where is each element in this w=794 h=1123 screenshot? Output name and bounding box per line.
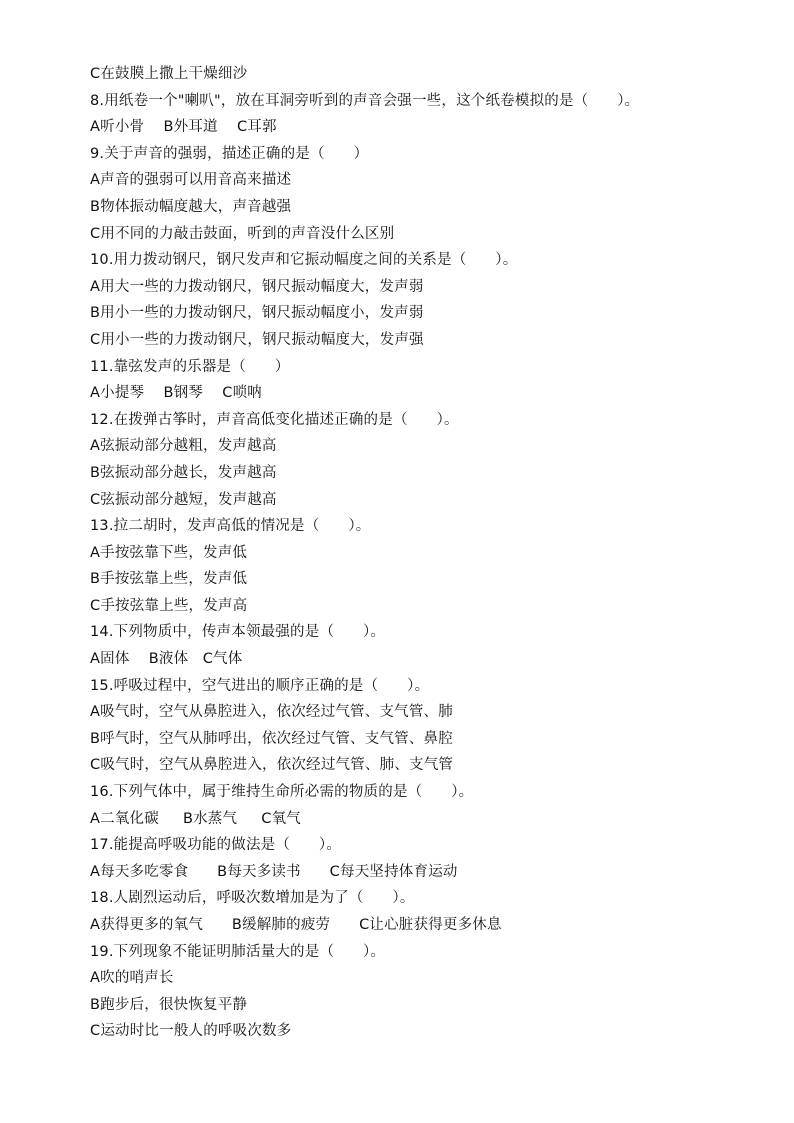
option-15a: A吸气时，空气从鼻腔进入，依次经过气管、支气管、肺: [90, 704, 453, 721]
option-line: C在鼓膜上撒上干燥细沙: [90, 66, 248, 82]
option-9b: B物体振动幅度越大，声音越强: [90, 198, 292, 215]
option-10a: A用大一些的力拨动钢尺，钢尺振动幅度大，发声弱: [90, 278, 424, 295]
option-15b: B呼气时，空气从肺呼出，依次经过气管、支气管、鼻腔: [90, 730, 453, 747]
question-11: 11.靠弦发声的乐器是（ ）: [90, 358, 290, 375]
option-19a: A吹的哨声长: [90, 970, 174, 987]
option-13a: A手按弦靠下些，发声低: [90, 544, 248, 561]
options-14: A固体 B液体 C气体: [90, 651, 243, 668]
question-15: 15.呼吸过程中，空气进出的顺序正确的是（ ）。: [90, 677, 430, 694]
option-10c: C用小一些的力拨动钢尺，钢尺振动幅度大，发声强: [90, 331, 424, 348]
question-17: 17.能提高呼吸功能的做法是（ ）。: [90, 837, 342, 854]
option-10b: B用小一些的力拨动钢尺，钢尺振动幅度小，发声弱: [90, 305, 424, 322]
question-13: 13.拉二胡时，发声高低的情况是（ ）。: [90, 518, 371, 535]
option-19b: B跑步后，很快恢复平静: [90, 996, 248, 1013]
option-15c: C吸气时，空气从鼻腔进入，依次经过气管、肺、支气管: [90, 757, 454, 774]
question-16: 16.下列气体中，属于维持生命所必需的物质的是（ ）。: [90, 784, 474, 801]
option-13c: C手按弦靠上些，发声高: [90, 597, 248, 614]
options-18: A获得更多的氧气 B缓解肺的疲劳 C让心脏获得更多休息: [90, 917, 502, 933]
question-10: 10.用力拨动钢尺，钢尺发声和它振动幅度之间的关系是（ ）。: [90, 252, 518, 269]
option-12b: B弦振动部分越长，发声越高: [90, 464, 277, 481]
option-9c: C用不同的力敲击鼓面，听到的声音没什么区别: [90, 225, 395, 242]
option-13b: B手按弦靠上些，发声低: [90, 571, 248, 588]
question-18: 18.人剧烈运动后，呼吸次数增加是为了（ ）。: [90, 890, 415, 907]
options-11: A小提琴 B钢琴 C唢呐: [90, 385, 262, 402]
question-14: 14.下列物质中，传声本领最强的是（ ）。: [90, 624, 386, 641]
question-9: 9.关于声音的强弱，描述正确的是（ ）: [90, 145, 369, 162]
options-8: A听小骨 B外耳道 C耳郭: [90, 119, 277, 136]
options-16: A二氧化碳 B水蒸气 C氧气: [90, 810, 301, 827]
question-list: [90, 61, 740, 1045]
option-9a: A声音的强弱可以用音高来描述: [90, 172, 292, 189]
option-19c: C运动时比一般人的呼吸次数多: [90, 1023, 292, 1040]
option-12a: A弦振动部分越粗，发声越高: [90, 438, 277, 455]
question-19: 19.下列现象不能证明肺活量大的是（ ）。: [90, 943, 386, 960]
option-12c: C弦振动部分越短，发声越高: [90, 491, 277, 508]
question-8: 8.用纸卷一个"喇叭"，放在耳洞旁听到的声音会强一些，这个纸卷模拟的是（ ）。: [90, 92, 640, 109]
question-12: 12.在拨弹古筝时，声音高低变化描述正确的是（ ）。: [90, 411, 459, 428]
options-17: A每天多吃零食 B每天多读书 C每天坚持体育运动: [90, 863, 458, 880]
